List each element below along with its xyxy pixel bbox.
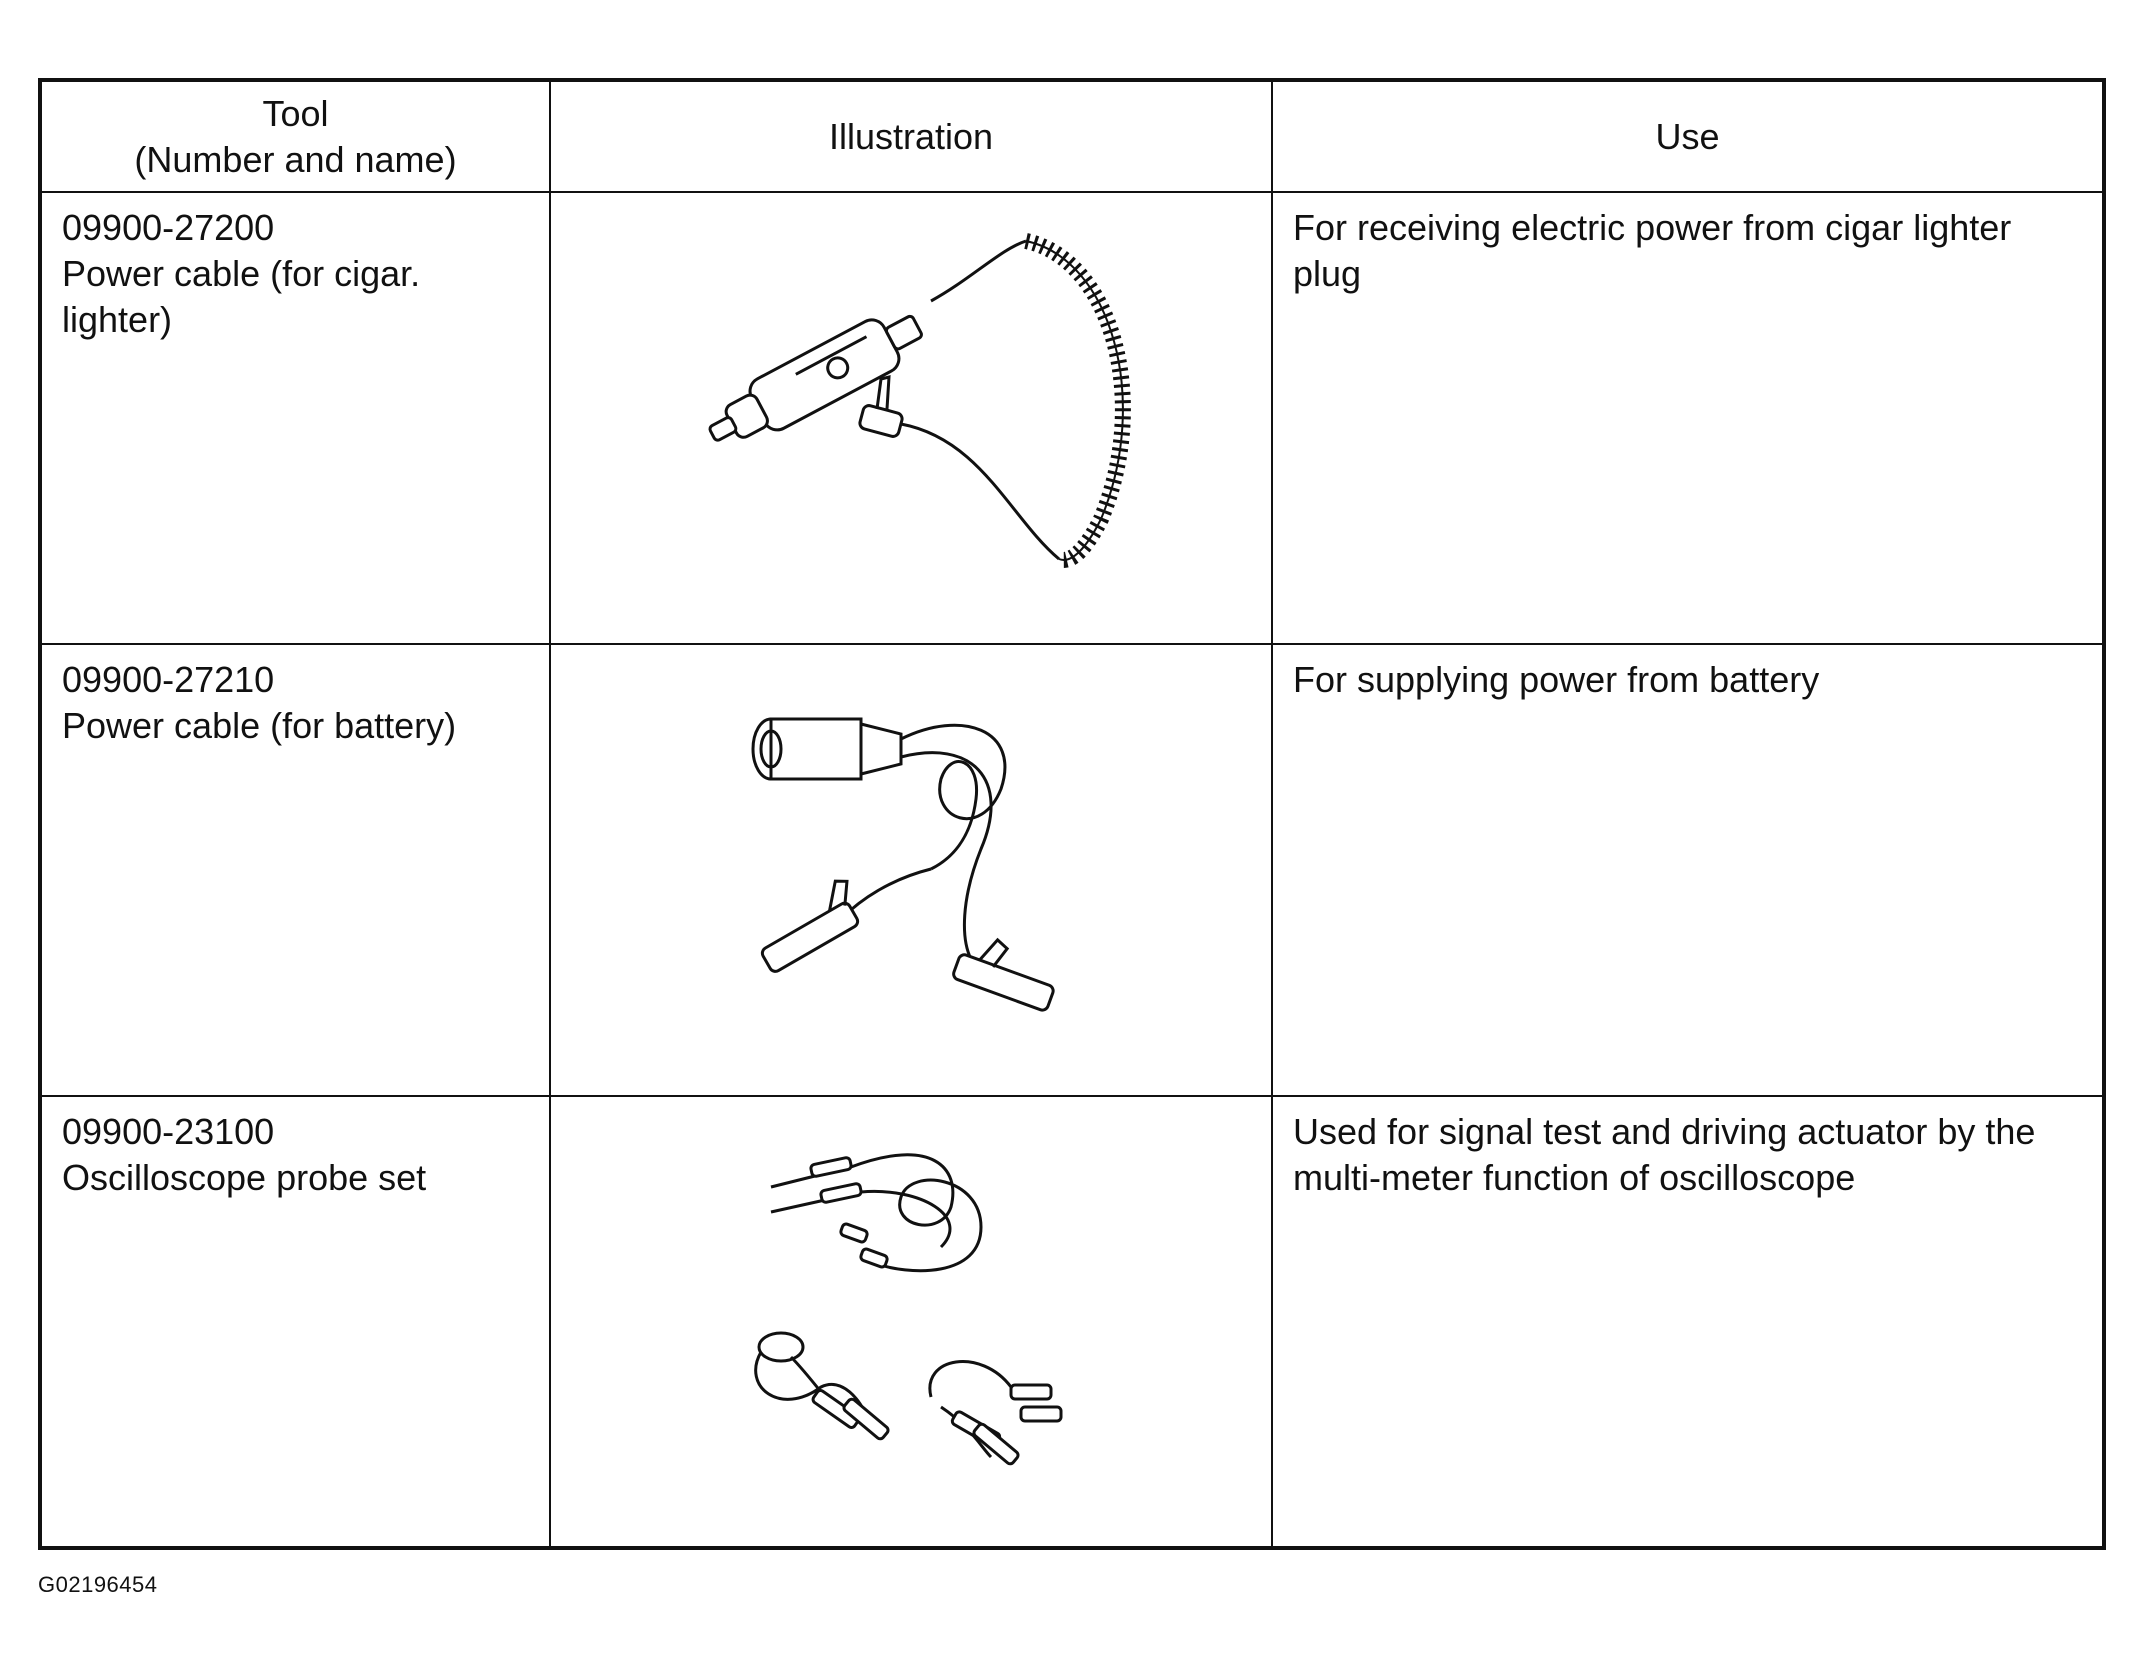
tool-cell [40,192,550,644]
table-row [40,1096,2104,1548]
tool-cell [40,1096,550,1548]
header-tool [40,80,550,192]
tool-cell [40,644,550,1096]
header-row [40,80,2104,192]
special-tools-table [38,78,2106,1550]
header-tool-line2: (Number and name) [134,138,457,180]
header-use: Use [1272,80,2104,192]
table-row [40,192,2104,644]
tool-name: Oscilloscope probe set [62,1157,427,1198]
cigar-lighter-power-cable-icon [681,219,1141,579]
tool-number: 09900-27200 [62,207,275,248]
use-cell: For supplying power from battery [1272,644,2104,1096]
tool-number: 09900-27210 [62,659,275,700]
oscilloscope-probe-set-icon [731,1127,1091,1467]
figure-code: G02196454 [38,1572,158,1597]
illustration-cell [550,192,1272,644]
header-illustration: Illustration [550,80,1272,192]
battery-power-cable-icon [731,669,1091,1029]
use-cell: For receiving electric power from cigar lighter plug [1272,192,2104,644]
tool-number: 09900-23100 [62,1111,275,1152]
header-tool-line1: Tool [262,92,329,134]
illustration-cell [550,1096,1272,1548]
tool-name: Power cable (for cigar. lighter) [62,253,421,340]
tool-name: Power cable (for battery) [62,705,457,746]
use-cell: Used for signal test and driving actuator by the multi-meter function of oscilloscope [1272,1096,2104,1548]
table-row [40,644,2104,1096]
illustration-cell [550,644,1272,1096]
